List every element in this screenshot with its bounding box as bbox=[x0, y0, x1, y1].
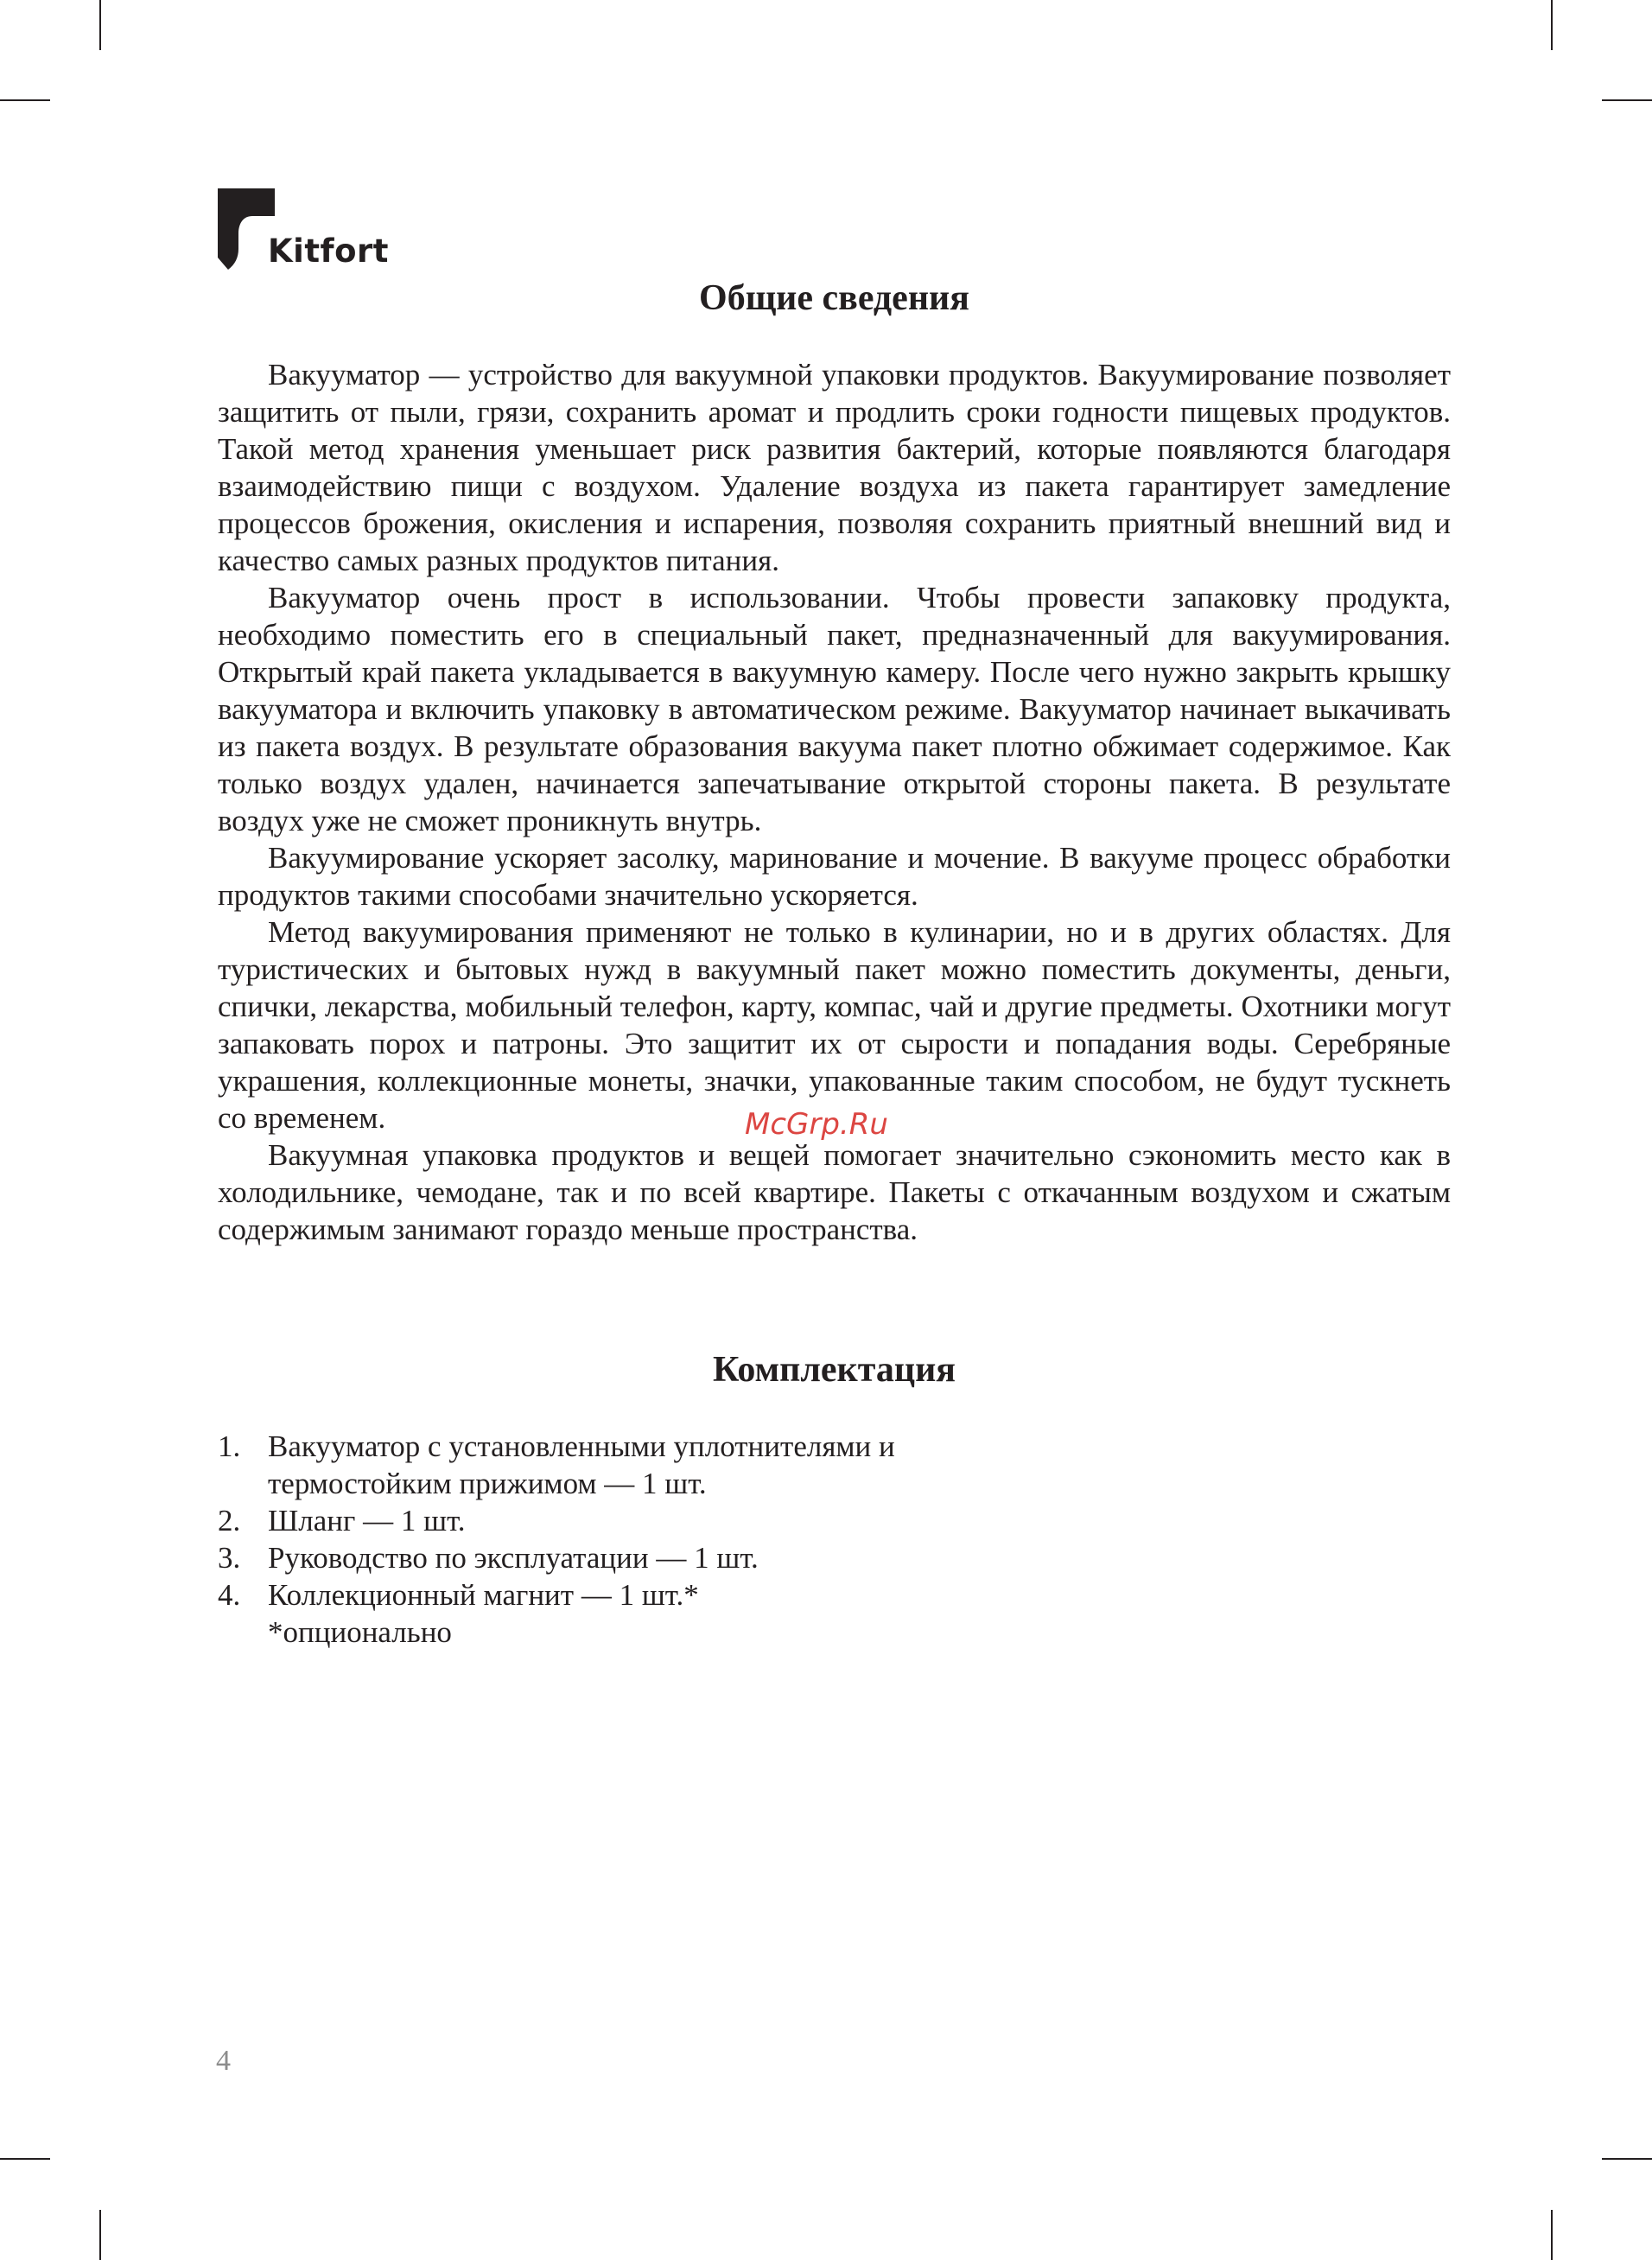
section-heading-package: Комплектация bbox=[712, 1350, 956, 1390]
page-number: 4 bbox=[216, 2045, 231, 2077]
list-item-text: Вакууматор с установленными уплотнителями и bbox=[268, 1429, 895, 1463]
crop-mark bbox=[1602, 99, 1652, 101]
kitfort-logo bbox=[218, 188, 391, 271]
crop-mark bbox=[1602, 2158, 1652, 2160]
crop-mark bbox=[99, 0, 101, 50]
crop-mark bbox=[1551, 0, 1553, 50]
watermark: McGrp.Ru bbox=[745, 1107, 888, 1142]
list-item-number: 3. bbox=[218, 1541, 241, 1575]
list-item bbox=[218, 1539, 1451, 1576]
paragraph: Метод вакуумирования применяют не только в кулинарии, но и в других областях. Для туристических и бытовых нужд в вакуумный пакет можно поместить документы, деньги, спички, лекарства, мобильный телефон, карту, компас, чай и другие предметы. Охотники могут запаковать порох и патроны. Это защитит их от сырости и попадания воды. Серебряные украшения, коллекционные монеты, значки, упакованные таким способом, не будут тускнеть со временем. bbox=[218, 915, 1451, 1135]
package-list bbox=[218, 1428, 1451, 1614]
list-item-text: Руководство по эксплуатации — 1 шт. bbox=[268, 1541, 759, 1575]
section-heading-general: Общие сведения bbox=[699, 278, 969, 318]
optional-note: *опционально bbox=[268, 1615, 452, 1649]
paragraph: Вакууматор очень прост в использовании. Чтобы провести запаковку продукта, необходимо поместить его в специальный пакет, предназначенный для вакуумирования. Открытый край пакета укладывается в вакуумную камеру. После чего нужно закрыть крышку вакууматора и включить упаковку в автоматическом режиме. Вакууматор начинает выкачивать из пакета воздух. В результате образования вакуума пакет плотно обжимает содержимое. Как только воздух удален, начинается запечатывание открытой стороны пакета. В результате воздух уже не сможет проникнуть внутрь. bbox=[218, 581, 1451, 837]
list-item bbox=[218, 1576, 1451, 1614]
list-item-text: Коллекционный магнит — 1 шт.* bbox=[268, 1578, 699, 1612]
paragraph: Вакуумирование ускоряет засолку, маринование и мочение. В вакууме процесс обработки продуктов такими способами значительно ускоряется. bbox=[218, 841, 1451, 912]
paragraph: Вакуумная упаковка продуктов и вещей помогает значительно сэкономить место как в холодильнике, чемодане, так и по всей квартире. Пакеты с откачанным воздухом и сжатым содержимым занимают гораздо меньше пространства. bbox=[218, 1138, 1451, 1246]
list-item-text: Шланг — 1 шт. bbox=[268, 1504, 466, 1537]
crop-mark bbox=[1551, 2210, 1553, 2260]
list-item-text: термостойким прижимом — 1 шт. bbox=[268, 1467, 707, 1500]
crop-mark bbox=[0, 99, 50, 101]
crop-mark bbox=[99, 2210, 101, 2260]
paragraph: Вакууматор — устройство для вакуумной упаковки продуктов. Вакуумирование позволяет защитить от пыли, грязи, сохранить аромат и продлить сроки годности пищевых продуктов. Такой метод хранения уменьшает риск развития бактерий, которые появляются благодаря взаимодействию пищи с воздухом. Удаление воздуха из пакета гарантирует замедление процессов брожения, окисления и испарения, позволяя сохранить приятный внешний вид и качество самых разных продуктов питания. bbox=[218, 358, 1451, 577]
list-item bbox=[218, 1428, 1451, 1502]
list-item-number: 1. bbox=[218, 1429, 241, 1463]
crop-mark bbox=[0, 2158, 50, 2160]
list-item-number: 2. bbox=[218, 1504, 241, 1537]
list-item-number: 4. bbox=[218, 1578, 241, 1612]
list-item bbox=[218, 1502, 1451, 1539]
brand-name: Kitfort bbox=[268, 232, 389, 270]
